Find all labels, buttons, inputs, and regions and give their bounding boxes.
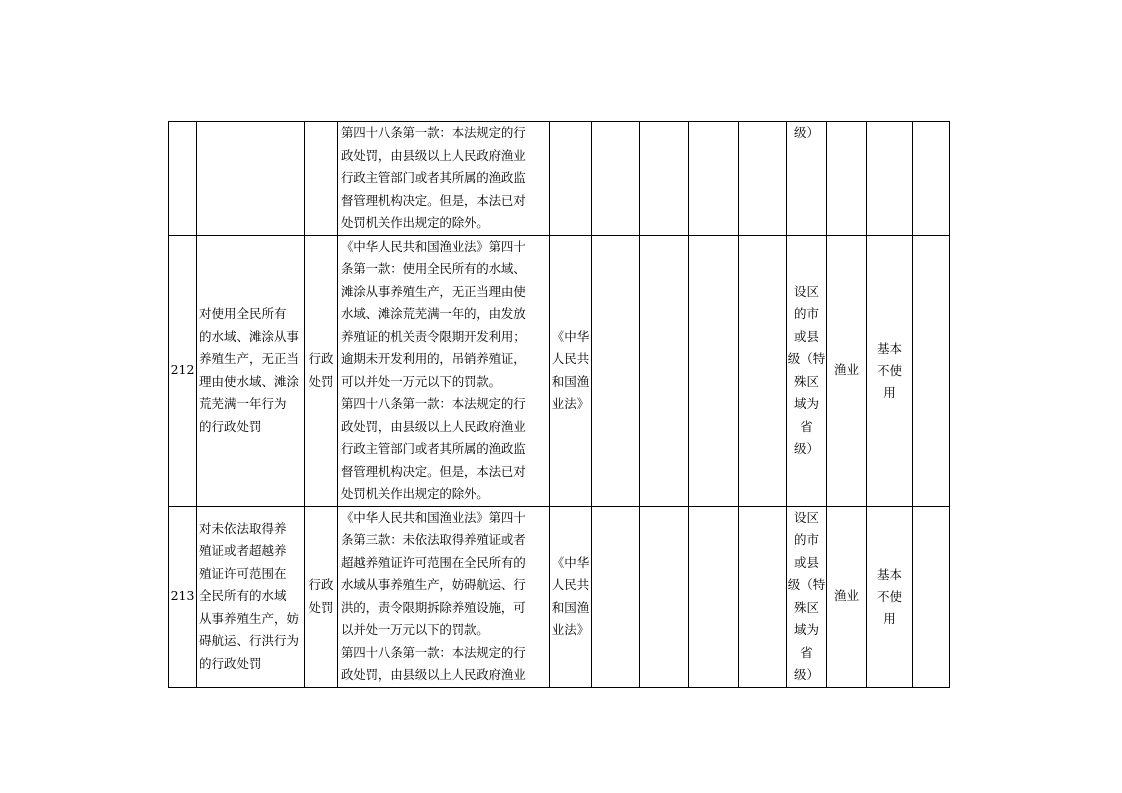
empty-cell [739, 122, 787, 236]
item-name-line: 全民所有的水域 [199, 588, 287, 604]
row-number: 212 [170, 362, 195, 378]
empty-cell [640, 122, 689, 236]
item-name-line: 的行政处罚 [199, 418, 262, 434]
item-name-line: 理由使水域、滩涂 [199, 373, 300, 389]
usage-status-line: 不使 [877, 362, 903, 378]
empty-cell [592, 506, 640, 687]
table-row [169, 122, 1003, 236]
exercise-level-line: 设区 [793, 509, 819, 525]
legal-basis-line: 第四十八条第一款：本法规定的行 [341, 125, 526, 140]
law-name-line: 《中华 [551, 554, 590, 570]
exercise-level-line: 或县 [793, 328, 819, 344]
department-cell [827, 235, 867, 506]
legal-basis-line: 行政主管部门或者其所属的渔政监 [341, 170, 526, 185]
legal-basis-line: 政处罚，由县级以上人民政府渔业 [341, 147, 526, 163]
table-row [169, 235, 1003, 506]
exercise-level-line: 殊区 [793, 373, 819, 389]
category-line: 行政 [308, 577, 334, 592]
legal-basis-line: 滩涂从事养殖生产，无正当理由使 [341, 283, 526, 299]
exercise-level-line: 级（特 [787, 577, 826, 592]
legal-basis-line: 条第三款：未依法取得养殖证或者 [341, 532, 526, 547]
usage-status-line: 用 [883, 384, 896, 400]
empty-cell [592, 122, 640, 236]
law-name-cell [550, 506, 592, 687]
legal-basis-line: 政处罚，由县级以上人民政府渔业 [341, 667, 526, 682]
item-name-line: 养殖生产，无正当 [199, 351, 300, 366]
row-number-cell [169, 235, 197, 506]
row-number-cell [169, 122, 197, 236]
legal-basis-cell [338, 122, 550, 236]
legal-basis-line: 水域从事养殖生产，妨碍航运、行 [341, 577, 526, 592]
exercise-level-line: 省 [800, 418, 813, 434]
empty-cell [640, 506, 689, 687]
item-name-line: 对使用全民所有 [199, 306, 287, 321]
exercise-level-line: 的市 [793, 532, 819, 547]
category-line: 处罚 [308, 373, 334, 389]
exercise-level-line: 设区 [793, 283, 819, 299]
law-name-line: 业法》 [551, 396, 590, 411]
legal-basis-line: 条第一款：使用全民所有的水域、 [341, 261, 526, 276]
category-cell [305, 235, 338, 506]
law-name-cell [550, 235, 592, 506]
table-row [169, 506, 1003, 687]
law-name-cell [550, 122, 592, 236]
legal-basis-line: 第四十八条第一款：本法规定的行 [341, 644, 526, 660]
department-label: 渔业 [833, 362, 859, 378]
empty-cell [913, 506, 950, 687]
empty-cell [739, 506, 787, 687]
exercise-level-line: 域为 [793, 396, 819, 411]
item-name-line: 碍航运、行洪行为 [199, 633, 300, 649]
department-label: 渔业 [833, 588, 859, 604]
department-cell [827, 122, 867, 236]
legal-basis-cell [338, 235, 550, 506]
item-name-line: 殖证许可范围在 [199, 565, 287, 581]
item-name-line: 的水域、滩涂从事 [199, 328, 300, 344]
legal-basis-line: 督管理机构决定。但是，本法已对 [341, 463, 526, 479]
item-name-cell [197, 122, 305, 236]
legal-basis-line: 以并处一万元以下的罚款。 [341, 622, 489, 637]
row-number-cell [169, 506, 197, 687]
item-name-cell [197, 235, 305, 506]
usage-status-cell [867, 122, 913, 236]
category-line: 处罚 [308, 599, 334, 615]
exercise-level-cell [787, 235, 827, 506]
legal-basis-line: 处罚机关作出规定的除外。 [341, 486, 489, 501]
row-number: 213 [170, 588, 195, 604]
legal-basis-line: 行政主管部门或者其所属的渔政监 [341, 441, 526, 456]
legal-basis-cell [338, 506, 550, 687]
item-name-line: 殖证或者超越养 [199, 543, 287, 559]
law-name-line: 业法》 [551, 622, 590, 637]
exercise-level-line: 级） [793, 125, 819, 140]
empty-cell [689, 122, 739, 236]
power-list-table [168, 121, 1003, 688]
empty-cell [592, 235, 640, 506]
legal-basis-line: 超越养殖证许可范围在全民所有的 [341, 554, 526, 570]
category-cell [305, 506, 338, 687]
item-name-line: 从事养殖生产，妨 [199, 610, 300, 626]
exercise-level-line: 省 [800, 644, 813, 660]
legal-basis-line: 政处罚，由县级以上人民政府渔业 [341, 418, 526, 434]
usage-status-line: 基本 [877, 340, 903, 356]
exercise-level-cell [787, 506, 827, 687]
law-name-line: 《中华 [551, 328, 590, 344]
empty-cell [739, 235, 787, 506]
department-cell [827, 506, 867, 687]
empty-cell [689, 235, 739, 506]
law-name-line: 和国渔 [551, 373, 590, 389]
empty-cell [689, 506, 739, 687]
item-name-line: 荒芜满一年行为 [199, 396, 287, 411]
legal-basis-line: 养殖证的机关责令限期开发利用； [341, 328, 526, 344]
empty-cell [640, 235, 689, 506]
legal-basis-line: 可以并处一万元以下的罚款。 [341, 373, 501, 389]
exercise-level-line: 级） [793, 667, 819, 682]
legal-basis-line: 第四十八条第一款：本法规定的行 [341, 396, 526, 411]
item-name-line: 的行政处罚 [199, 655, 262, 671]
usage-status-cell [867, 506, 913, 687]
legal-basis-line: 《中华人民共和国渔业法》第四十 [341, 509, 526, 525]
exercise-level-line: 的市 [793, 306, 819, 321]
legal-basis-line: 洪的，责令限期拆除养殖设施，可 [341, 599, 526, 615]
usage-status-line: 不使 [877, 588, 903, 604]
exercise-level-cell [787, 122, 827, 236]
exercise-level-line: 级（特 [787, 351, 826, 366]
empty-cell [913, 235, 950, 506]
law-name-line: 人民共 [551, 577, 590, 592]
legal-basis-line: 督管理机构决定。但是，本法已对 [341, 192, 526, 208]
legal-basis-line: 水域、滩涂荒芜满一年的，由发放 [341, 306, 526, 321]
law-name-line: 和国渔 [551, 599, 590, 615]
exercise-level-line: 殊区 [793, 599, 819, 615]
usage-status-cell [867, 235, 913, 506]
category-line: 行政 [308, 351, 334, 366]
legal-basis-line: 处罚机关作出规定的除外。 [341, 215, 489, 230]
empty-cell [913, 122, 950, 236]
usage-status-line: 用 [883, 610, 896, 626]
legal-basis-line: 《中华人民共和国渔业法》第四十 [341, 238, 526, 254]
law-name-line: 人民共 [551, 351, 590, 366]
category-cell [305, 122, 338, 236]
item-name-cell [197, 506, 305, 687]
usage-status-line: 基本 [877, 566, 903, 582]
exercise-level-line: 或县 [793, 554, 819, 570]
item-name-line: 对未依法取得养 [199, 520, 287, 536]
exercise-level-line: 级） [793, 441, 819, 456]
legal-basis-line: 逾期未开发利用的，吊销养殖证， [341, 351, 526, 366]
exercise-level-line: 域为 [793, 622, 819, 637]
